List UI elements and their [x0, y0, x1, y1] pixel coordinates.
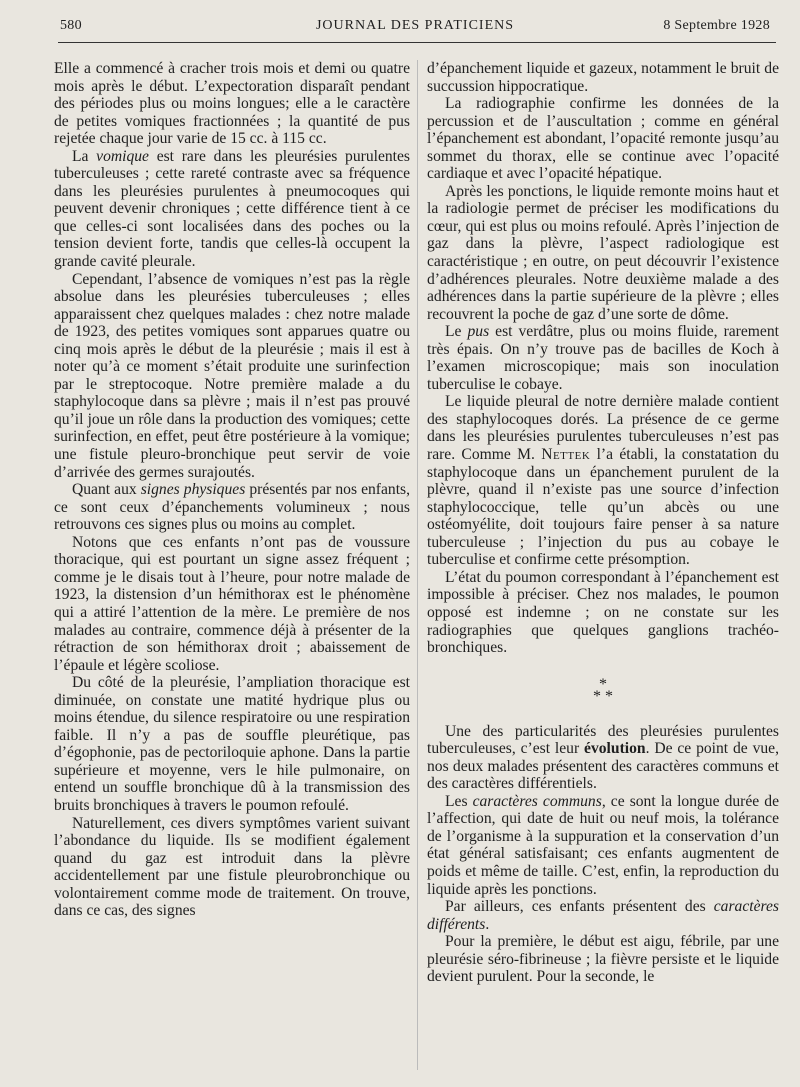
paragraph: Notons que ces enfants n’ont pas de voussure thoracique, qui est pourtant un signe assez fréquent ; comme je le disais tout à l’heure, pour notre malade de 1923, la distension d’un hémithorax est le phénomène qui a attiré l’attention de la mère. Le première de nos malades au contraire, commence déjà à présenter de la rétraction de son hémithorax droit ; abaissement de l’épaule et légère scoliose.: [54, 533, 410, 674]
paragraph: Elle a commencé à cracher trois mois et demi ou quatre mois après le début. L’expectoration disparaît pendant des périodes plus ou moins longues; elle a le caractère de petites vomiques fractionnées ; la quantité de pus rejetée chaque jour varie de 15 cc. à 115 cc.: [54, 60, 410, 148]
paragraph: Les caractères communs, ce sont la longue durée de l’affection, qui date de huit ou neuf mois, la tolérance de l’organisme à la suppuration et la conservation d’un état général satisfaisant; ces enfants augmentent de poids et même de taille. C’est, enfin, la reproduction du liquide après les ponctions.: [427, 792, 780, 898]
paragraph: Le pus est verdâtre, plus ou moins fluide, rarement très épais. On n’y trouve pas de bacilles de Koch à l’examen microscopique; mais son inoculation tuberculise le cobaye.: [427, 323, 779, 393]
paragraph: L’état du poumon correspondant à l’épanchement est impossible à préciser. Chez nos malades, le poumon opposé est indemne ; on ne constate sur les radiographies que quelques ganglions trachéo-bronchiques.: [427, 568, 779, 657]
paragraph: Cependant, l’absence de vomiques n’est pas la règle absolue dans les pleurésies tuberculeuses ; elles apparaissent chez quelques malades : chez notre malade de 1923, des petites vomiques sont apparues quatre ou cinq mois après le début de la pleurésie ; mais il est à noter qu’à ce moment s’était produite une surinfection par le streptocoque. Notre première malade a du staphylocoque dans sa plèvre ; mais il n’est pas prouvé qu’il joue un rôle dans la production des vomiques; cette surinfection, en effet, peut être postérieure à la vomique; une fistule pleuro-bronchique peut servir de voie d’arrivée des germes surajoutés.: [54, 270, 410, 481]
separator-top: *: [599, 675, 607, 693]
journal-title: JOURNAL DES PRATICIENS: [315, 18, 515, 33]
page-header: [60, 18, 770, 40]
separator-bottom: * *: [593, 687, 613, 705]
paragraph: Le liquide pleural de notre dernière malade contient des staphylocoques dorés. La présence de ce germe dans les pleurésies purulentes tuberculeuses n’est pas rare. Comme M. Nettek l’a établi, la constatation du staphylocoque dans un épanchement purulent de la plèvre, quand il n’existe pas une source d’infection staphylococcique, telle qu’un abcès ou une ostéomyélite, doit toujours faire penser à sa nature tuberculeuse ; l’injection du pus au cobaye le tuberculise et confirme cette présomption.: [427, 393, 780, 569]
paragraph: Par ailleurs, ces enfants présentent des caractères différents.: [427, 898, 779, 933]
paragraph: Quant aux signes physiques présentés par nos enfants, ce sont ceux d’épanchements volumineux ; nous retrouvons ces signes plus ou moins au complet.: [54, 481, 411, 534]
paragraph: La radiographie confirme les données de la percussion et de l’auscultation ; comme en général l’épanchement est abondant, l’opacité remonte jusqu’au sommet du thorax, elle se continue avec l’opacité cardiaque et avec l’opacité hépatique.: [427, 95, 779, 183]
column-divider: [417, 60, 418, 1070]
paragraph: Naturellement, ces divers symptômes varient suivant l’abondance du liquide. Ils se modifient également quand du gaz est introduit dans la plèvre accidentellement par une fistule pleurobronchique ou volontairement comme mode de traitement. On trouve, dans ce cas, des signes: [54, 814, 410, 920]
issue-date: 8 Septembre 1928: [663, 18, 770, 33]
left-column: [54, 60, 410, 920]
right-column: [427, 60, 779, 986]
section-separator: [427, 675, 779, 705]
paragraph: Après les ponctions, le liquide remonte moins haut et la radiologie permet de préciser les modifications du cœur, qui est plus ou moins refoulé. Après l’injection de gaz dans la plèvre, l’aspect radiologique est caractéristique ; en outre, on peut découvrir l’existence d’adhérences pleurales. Notre deuxième malade a des adhérences dans la partie supérieure de la plèvre ; elles recouvrent la poche de gaz d’une sorte de dôme.: [427, 182, 779, 323]
right-column-bottom: [427, 723, 779, 986]
paragraph: d’épanchement liquide et gazeux, notamment le bruit de succussion hippocratique.: [427, 60, 779, 95]
header-rule: [58, 42, 776, 43]
paragraph: Une des particularités des pleurésies purulentes tuberculeuses, c’est leur évolution. De ce point de vue, nos deux malades présentent des caractères communs et des caractères différentiels.: [427, 722, 779, 793]
paragraph: Pour la première, le début est aigu, fébrile, par une pleurésie séro-fibrineuse ; la fièvre persiste et le liquide devient purulent. Pour la seconde, le: [427, 933, 779, 986]
paragraph: La vomique est rare dans les pleurésies purulentes tuberculeuses ; cette rareté contraste avec sa fréquence dans les pleurésies purulentes à pneumocoques qui peuvent devenir chroniques ; cette différence tient à ce que celles-ci sont localisées dans des poches ou la tension devient forte, tandis que celles-là occupent la grande cavité pleurale.: [54, 147, 410, 271]
page-number: 580: [60, 18, 82, 33]
right-column-top: [427, 60, 779, 657]
paragraph: Du côté de la pleurésie, l’ampliation thoracique est diminuée, on constate une matité hydrique plus ou moins étendue, du silence respiratoire ou une respiration faible. Il n’y a pas de souffle pleurétique, pas d’égophonie, pas de pectoriloquie aphone. Dans la partie supérieure et moyenne, vers le hile pulmonaire, on entend un souffle bronchique dû à la transmission des bruits bronchiques à travers le poumon refoulé.: [54, 674, 410, 814]
